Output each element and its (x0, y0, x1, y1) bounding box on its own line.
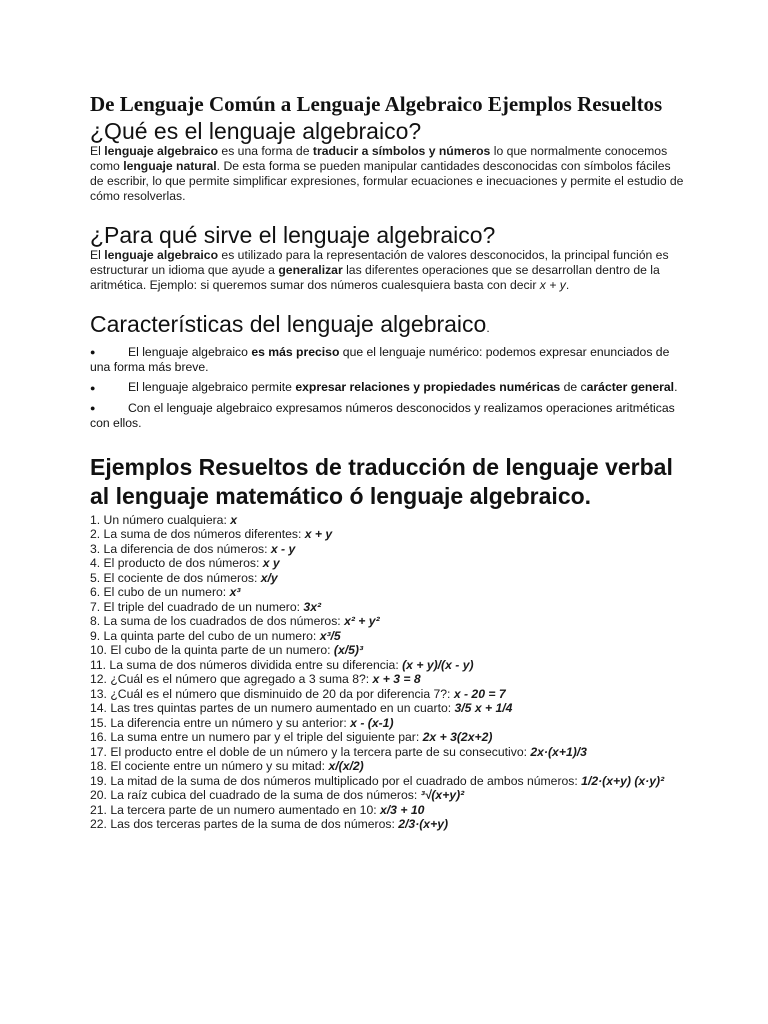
list-item (90, 817, 686, 832)
example-expression: (x/5)³ (333, 643, 364, 658)
list-item (90, 556, 686, 571)
example-text: 21. La tercera parte de un numero aumentado en 10: (90, 802, 380, 817)
example-expression: x y (262, 556, 280, 571)
document-page (90, 92, 686, 832)
example-expression: x/3 + 10 (380, 802, 425, 817)
example-expression: x³/5 (319, 628, 341, 643)
example-text: 19. La mitad de la suma de dos números multiplicado por el cuadrado de ambos números: (90, 773, 582, 788)
example-expression: x (230, 512, 238, 527)
list-item (90, 658, 686, 673)
example-text: 18. El cociente entre un número y su mitad: (90, 759, 329, 774)
example-text: 2. La suma de dos números diferentes: (90, 527, 305, 542)
list-item (90, 571, 686, 586)
list-item (90, 774, 686, 789)
example-text: 16. La suma entre un numero par y el triple del siguiente par: (90, 730, 423, 745)
example-expression: x - (x-1) (350, 715, 394, 730)
example-text: 11. La suma de dos números dividida entre su diferencia: (90, 657, 403, 672)
example-text: 4. El producto de dos números: (90, 556, 263, 571)
example-text: 3. La diferencia de dos números: (90, 541, 271, 556)
section-heading-que-es: ¿Qué es el lenguaje algebraico? (90, 118, 422, 144)
list-item (90, 701, 686, 716)
example-text: 8. La suma de los cuadrados de dos números: (90, 614, 345, 629)
list-item (90, 513, 686, 528)
example-expression: 3/5 x + 1/4 (454, 701, 513, 716)
example-text: 20. La raíz cubica del cuadrado de la suma de dos números: (90, 788, 421, 803)
example-text: 10. El cubo de la quinta parte de un numero: (90, 643, 334, 658)
list-item: ● El lenguaje algebraico es más preciso que el lenguaje numérico: podemos expresar enunciados de una forma más breve. (90, 345, 670, 375)
list-item (90, 629, 686, 644)
list-item: ● Con el lenguaje algebraico expresamos números desconocidos y realizamos operaciones aritméticas con ellos. (90, 400, 675, 430)
example-text: 6. El cubo de un numero: (90, 585, 230, 600)
bullet-icon: ● (90, 347, 96, 358)
example-expression: 2/3·(x+y) (398, 817, 449, 832)
list-item (90, 542, 686, 557)
example-expression: 3x² (303, 599, 322, 614)
example-text: 5. El cociente de dos números: (90, 570, 261, 585)
section-heading-ejemplos: Ejemplos Resueltos de traducción de lenguaje verbal al lenguaje matemático ó lenguaje algebraico. (90, 453, 673, 509)
example-expression: x³ (229, 585, 241, 600)
list-item (90, 716, 686, 731)
list-item (90, 803, 686, 818)
characteristics-list (90, 345, 686, 431)
example-expression: x/y (260, 570, 278, 585)
example-text: 7. El triple del cuadrado de un numero: (90, 599, 304, 614)
list-item (90, 527, 686, 542)
list-item (90, 585, 686, 600)
bullet-icon: ● (90, 382, 96, 393)
examples-list (90, 513, 686, 832)
example-expression: (x + y)/(x - y) (402, 657, 474, 672)
example-expression: x + 3 = 8 (372, 672, 421, 687)
example-text: 22. Las dos terceras partes de la suma de dos números: (90, 817, 399, 832)
bullet-icon: ● (90, 402, 96, 413)
list-item: ● El lenguaje algebraico permite expresar relaciones y propiedades numéricas de carácter general. (90, 380, 678, 395)
paragraph-para-que: El lenguaje algebraico es utilizado para la representación de valores desconocidos, la principal función es estructurar un idioma que ayude a generalizar las diferentes operaciones que se desarrollan dentro de la aritmética. Ejemplo: si queremos sumar dos números cualesquiera basta con decir x + y. (90, 248, 669, 292)
list-item (90, 687, 686, 702)
example-text: 15. La diferencia entre un número y su anterior: (90, 715, 351, 730)
example-text: 17. El producto entre el doble de un número y la tercera parte de su consecutivo: (90, 744, 531, 759)
list-item (90, 600, 686, 615)
example-expression: x - 20 = 7 (453, 686, 506, 701)
section-heading-para-que: ¿Para qué sirve el lenguaje algebraico? (90, 222, 496, 248)
example-text: 1. Un número cualquiera: (90, 512, 231, 527)
document-title: De Lenguaje Común a Lenguaje Algebraico Ejemplos Resueltos (90, 92, 663, 116)
example-text: 12. ¿Cuál es el número que agregado a 3 suma 8?: (90, 672, 373, 687)
example-text: 9. La quinta parte del cubo de un numero: (90, 628, 320, 643)
list-item (90, 643, 686, 658)
example-expression: x + y (304, 527, 333, 542)
example-expression: x/(x/2) (328, 759, 364, 774)
list-item (90, 614, 686, 629)
example-expression: 2x·(x+1)/3 (530, 744, 587, 759)
section-heading-caracteristicas: Características del lenguaje algebraico. (90, 311, 490, 337)
example-expression: x - y (270, 541, 296, 556)
list-item (90, 730, 686, 745)
paragraph-que-es: El lenguaje algebraico es una forma de traducir a símbolos y números lo que normalmente conocemos como lenguaje natural. De esta forma se pueden manipular cantidades desconocidas con símbolos fáciles de escribir, lo que permite simplificar expresiones, formular ecuaciones e inecuaciones y permite el estudio de cómo resolverlas. (90, 144, 684, 203)
example-expression: 1/2·(x+y) (x·y)² (581, 773, 665, 788)
example-expression: 2x + 3(2x+2) (422, 730, 493, 745)
list-item (90, 788, 686, 803)
example-text: 13. ¿Cuál es el número que disminuido de 20 da por diferencia 7?: (90, 686, 454, 701)
list-item (90, 759, 686, 774)
list-item (90, 672, 686, 687)
example-expression: x² + y² (344, 614, 380, 629)
example-text: 14. Las tres quintas partes de un numero aumentado en un cuarto: (90, 701, 455, 716)
example-expression: ³√(x+y)² (420, 788, 465, 803)
list-item (90, 745, 686, 760)
